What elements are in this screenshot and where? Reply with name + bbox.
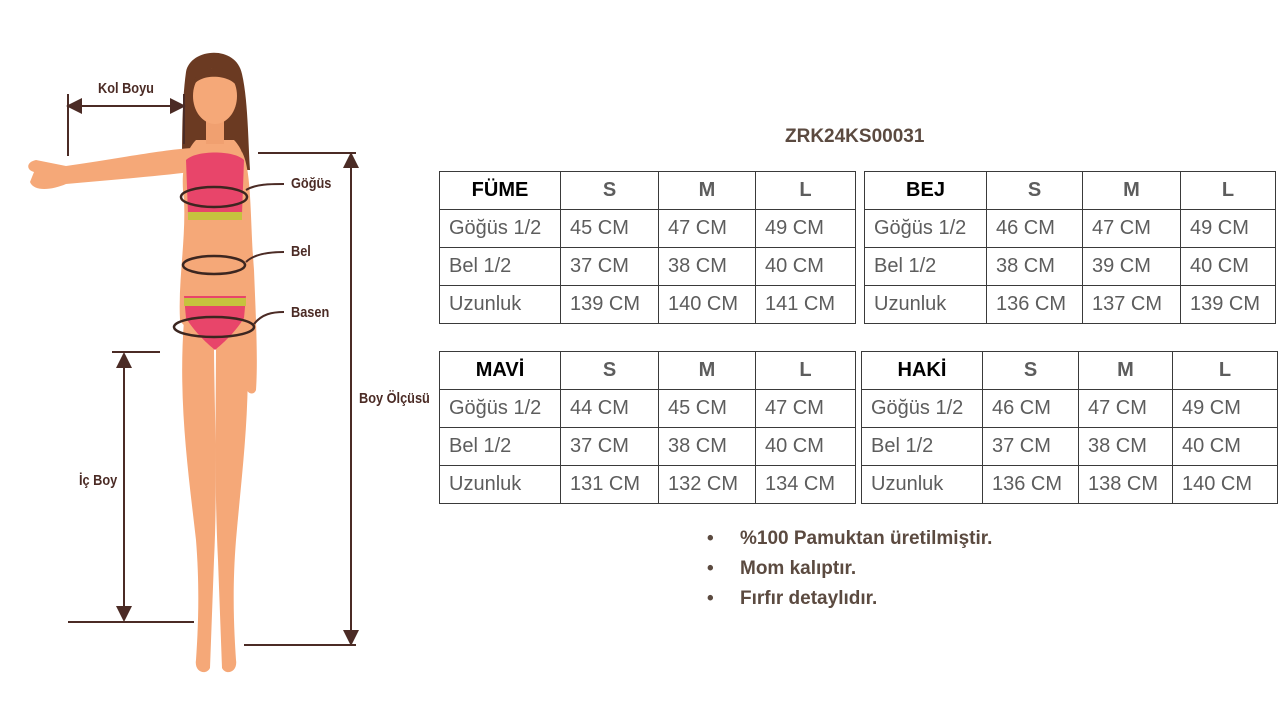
cell-value: 46 CM bbox=[987, 210, 1083, 248]
color-name: FÜME bbox=[440, 172, 561, 210]
note-text: Fırfır detaylıdır. bbox=[740, 588, 878, 609]
cell-value: 37 CM bbox=[561, 248, 659, 286]
hip-leader bbox=[254, 312, 284, 324]
note-text: Mom kalıptır. bbox=[740, 558, 857, 579]
size-header: S bbox=[561, 172, 659, 210]
sleeve-length-label: Kol Boyu bbox=[98, 80, 154, 97]
table-row bbox=[865, 248, 1276, 286]
cell-value: 139 CM bbox=[1181, 286, 1276, 324]
model-figure bbox=[0, 0, 440, 720]
cell-value: 37 CM bbox=[983, 428, 1079, 466]
cell-value: 136 CM bbox=[983, 466, 1079, 504]
cell-value: 38 CM bbox=[659, 428, 756, 466]
table-row bbox=[440, 466, 856, 504]
cell-value: 40 CM bbox=[756, 428, 856, 466]
table-row bbox=[865, 210, 1276, 248]
extended-arm bbox=[28, 148, 192, 189]
cell-value: 141 CM bbox=[756, 286, 856, 324]
row-label: Bel 1/2 bbox=[440, 428, 561, 466]
cell-value: 38 CM bbox=[987, 248, 1083, 286]
size-header: L bbox=[1173, 352, 1278, 390]
size-table-bej bbox=[864, 171, 1276, 324]
table-row bbox=[862, 428, 1278, 466]
cell-value: 37 CM bbox=[561, 428, 659, 466]
table-row bbox=[862, 390, 1278, 428]
row-label: Bel 1/2 bbox=[862, 428, 983, 466]
hip-label: Basen bbox=[291, 304, 330, 321]
top-trim bbox=[188, 212, 242, 220]
size-table-fume bbox=[439, 171, 856, 324]
cell-value: 49 CM bbox=[1181, 210, 1276, 248]
color-name: BEJ bbox=[865, 172, 987, 210]
cell-value: 140 CM bbox=[1173, 466, 1278, 504]
cell-value: 137 CM bbox=[1083, 286, 1181, 324]
row-label: Uzunluk bbox=[440, 286, 561, 324]
height-label: Boy Ölçüsü bbox=[359, 390, 430, 407]
size-header: S bbox=[983, 352, 1079, 390]
product-code: ZRK24KS00031 bbox=[785, 126, 925, 147]
cell-value: 44 CM bbox=[561, 390, 659, 428]
color-name: MAVİ bbox=[440, 352, 561, 390]
note-item bbox=[707, 584, 992, 614]
cell-value: 38 CM bbox=[1079, 428, 1173, 466]
bullet-icon: • bbox=[707, 588, 714, 609]
cell-value: 45 CM bbox=[659, 390, 756, 428]
product-notes bbox=[707, 524, 992, 614]
size-header: M bbox=[1083, 172, 1181, 210]
cell-value: 46 CM bbox=[983, 390, 1079, 428]
cell-value: 47 CM bbox=[1083, 210, 1181, 248]
note-text: %100 Pamuktan üretilmiştir. bbox=[740, 528, 993, 549]
row-label: Uzunluk bbox=[440, 466, 561, 504]
row-label: Göğüs 1/2 bbox=[865, 210, 987, 248]
table-row bbox=[440, 390, 856, 428]
cell-value: 40 CM bbox=[1173, 428, 1278, 466]
color-name: HAKİ bbox=[862, 352, 983, 390]
table-header-row bbox=[440, 172, 856, 210]
table-row bbox=[440, 286, 856, 324]
row-label: Uzunluk bbox=[865, 286, 987, 324]
cell-value: 39 CM bbox=[1083, 248, 1181, 286]
note-item bbox=[707, 524, 992, 554]
right-leg bbox=[216, 320, 248, 672]
cell-value: 139 CM bbox=[561, 286, 659, 324]
bottom-trim bbox=[184, 298, 246, 306]
cell-value: 45 CM bbox=[561, 210, 659, 248]
row-label: Bel 1/2 bbox=[865, 248, 987, 286]
table-header-row bbox=[440, 352, 856, 390]
table-row bbox=[862, 466, 1278, 504]
row-label: Göğüs 1/2 bbox=[440, 210, 561, 248]
table-row bbox=[440, 248, 856, 286]
row-label: Göğüs 1/2 bbox=[862, 390, 983, 428]
size-header: L bbox=[1181, 172, 1276, 210]
note-item bbox=[707, 554, 992, 584]
cell-value: 134 CM bbox=[756, 466, 856, 504]
size-table-mavi bbox=[439, 351, 856, 504]
row-label: Bel 1/2 bbox=[440, 248, 561, 286]
bullet-icon: • bbox=[707, 558, 714, 579]
cell-value: 132 CM bbox=[659, 466, 756, 504]
size-header: M bbox=[659, 172, 756, 210]
cell-value: 38 CM bbox=[659, 248, 756, 286]
row-label: Uzunluk bbox=[862, 466, 983, 504]
table-row bbox=[440, 210, 856, 248]
left-leg bbox=[182, 320, 216, 672]
size-header: L bbox=[756, 352, 856, 390]
cell-value: 131 CM bbox=[561, 466, 659, 504]
size-header: M bbox=[1079, 352, 1173, 390]
table-row bbox=[865, 286, 1276, 324]
table-header-row bbox=[862, 352, 1278, 390]
size-header: L bbox=[756, 172, 856, 210]
size-header: S bbox=[987, 172, 1083, 210]
table-header-row bbox=[865, 172, 1276, 210]
row-label: Göğüs 1/2 bbox=[440, 390, 561, 428]
cell-value: 49 CM bbox=[756, 210, 856, 248]
cell-value: 49 CM bbox=[1173, 390, 1278, 428]
size-header: M bbox=[659, 352, 756, 390]
size-header: S bbox=[561, 352, 659, 390]
table-row bbox=[440, 428, 856, 466]
cell-value: 47 CM bbox=[756, 390, 856, 428]
bullet-icon: • bbox=[707, 528, 714, 549]
cell-value: 47 CM bbox=[1079, 390, 1173, 428]
waist-label: Bel bbox=[291, 243, 311, 260]
cell-value: 136 CM bbox=[987, 286, 1083, 324]
size-table-haki bbox=[861, 351, 1278, 504]
inseam-label: İç Boy bbox=[79, 472, 118, 489]
chest-label: Göğüs bbox=[291, 175, 332, 192]
cell-value: 40 CM bbox=[1181, 248, 1276, 286]
chest-leader bbox=[246, 184, 284, 190]
cell-value: 47 CM bbox=[659, 210, 756, 248]
cell-value: 140 CM bbox=[659, 286, 756, 324]
cell-value: 40 CM bbox=[756, 248, 856, 286]
cell-value: 138 CM bbox=[1079, 466, 1173, 504]
